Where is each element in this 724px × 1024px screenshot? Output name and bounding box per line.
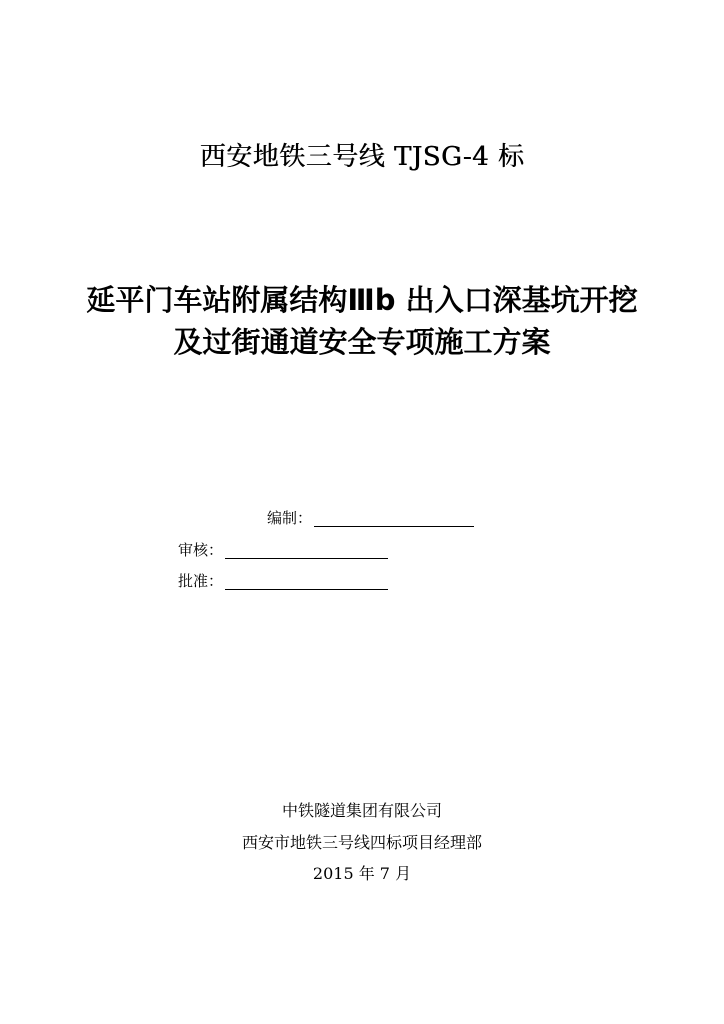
editor-signature-line <box>314 510 474 527</box>
approver-signature-row <box>178 568 388 590</box>
company-name: 中铁隧道集团有限公司 <box>281 801 442 820</box>
reviewer-label: 审核： <box>178 541 224 559</box>
approver-label: 批准： <box>178 572 224 590</box>
plan-title-line-1: 延平门车站附属结构Ⅲb 出入口深基坑开挖 <box>86 283 638 317</box>
issue-date: 2015 年 7 月 <box>312 864 412 883</box>
editor-signature-row <box>267 505 474 527</box>
approver-signature-line <box>225 573 388 590</box>
reviewer-signature-line <box>225 542 388 559</box>
project-header: 西安地铁三号线 TJSG-4 标 <box>199 142 525 172</box>
editor-label: 编制： <box>267 509 313 527</box>
project-department: 西安市地铁三号线四标项目经理部 <box>241 833 482 852</box>
plan-title-line-2: 及过街通道安全专项施工方案 <box>173 325 551 359</box>
reviewer-signature-row <box>178 537 388 559</box>
